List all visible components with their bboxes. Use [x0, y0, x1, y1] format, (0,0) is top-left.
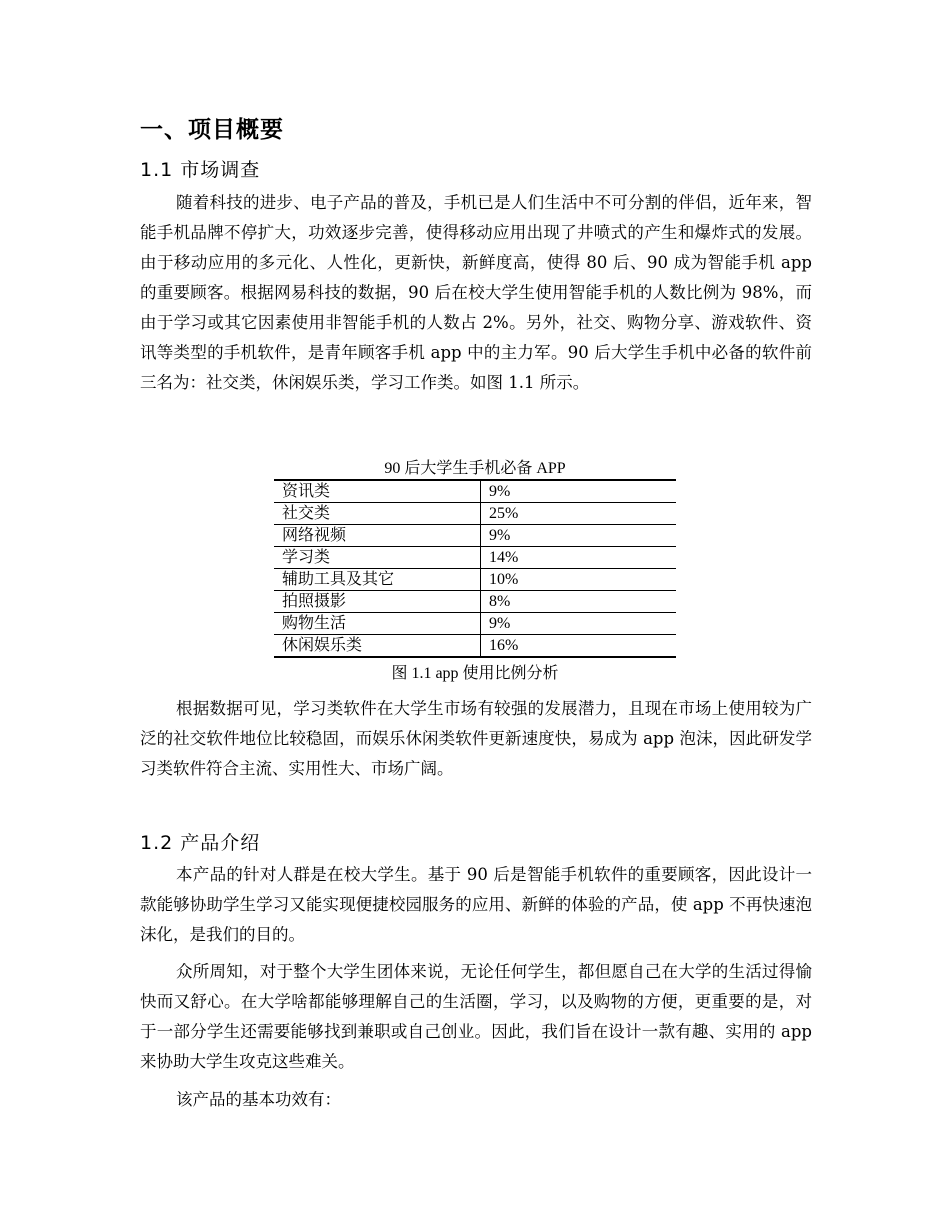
table-cell-percentage: 25%	[481, 503, 677, 525]
table-cell-percentage: 16%	[489, 637, 519, 654]
table-cell-percentage: 8%	[481, 591, 677, 613]
paragraph-product-target: 本产品的针对人群是在校大学生。基于 90 后是智能手机软件的重要顾客，因此设计一款能够协助学生学习又能实现便捷校园服务的应用、新鲜的体验的产品，使 app 不再快速泡沫化，是我们的目的。	[140, 865, 812, 944]
table-cell-category: 辅助工具及其它	[274, 569, 481, 591]
figure-caption: 图 1.1 app 使用比例分析	[391, 665, 559, 682]
section-heading: 一、项目概要	[140, 117, 284, 143]
table-cell-category: 资讯类	[274, 480, 481, 503]
table-cell-category: 网络视频	[274, 525, 481, 547]
subsection-heading-product: 1.2 产品介绍	[140, 832, 261, 854]
table-row	[274, 503, 676, 525]
table-cell-category: 购物生活	[274, 613, 481, 635]
subsection-heading-market: 1.1 市场调查	[140, 159, 261, 181]
table-cell-percentage: 9%	[481, 613, 677, 635]
table-row	[274, 480, 676, 503]
table-cell-category: 学习类	[274, 547, 481, 569]
paragraph-market-analysis: 根据数据可见，学习类软件在大学生市场有较强的发展潜力，且现在市场上使用较为广泛的社交软件地位比较稳固，而娱乐休闲类软件更新速度快，易成为 app 泡沫，因此研发学习类软件符合主流、实用性大、市场广阔。	[140, 699, 812, 778]
table-row	[274, 613, 676, 635]
table-cell-category: 社交类	[274, 503, 481, 525]
paragraph-product-functions: 该产品的基本功效有：	[176, 1090, 341, 1109]
table-row	[274, 635, 676, 658]
table-row	[274, 591, 676, 613]
paragraph-product-goal: 众所周知，对于整个大学生团体来说，无论任何学生，都但愿自己在大学的生活过得愉快而又舒心。在大学啥都能够理解自己的生活圈，学习，以及购物的方便，更重要的是，对于一部分学生还需要能够找到兼职或自己创业。因此，我们旨在设计一款有趣、实用的 app 来协助大学生攻克这些难关。	[140, 962, 812, 1071]
table-cell-category: 拍照摄影	[274, 591, 481, 613]
table-row	[274, 569, 676, 591]
app-usage-table	[274, 479, 676, 658]
table-cell-percentage: 9%	[481, 480, 677, 503]
table-title: 90 后大学生手机必备 APP	[384, 460, 566, 477]
table-cell-percentage: 9%	[481, 525, 677, 547]
table-cell-percentage: 14%	[481, 547, 677, 569]
table-cell-percentage: 10%	[481, 569, 677, 591]
table-cell-category: 休闲娱乐类	[274, 635, 481, 658]
paragraph-market-intro: 随着科技的进步、电子产品的普及，手机已是人们生活中不可分割的伴侣，近年来，智能手机品牌不停扩大，功效逐步完善，使得移动应用出现了井喷式的产生和爆炸式的发展。由于移动应用的多元化、人性化，更新快，新鲜度高，使得 80 后、90 成为智能手机 app 的重要顾客。根据网易科技的数据，90 后在校大学生使用智能手机的人数比例为 98%，而由于学习或其它因素使用非智能手机的人数占 2%。另外，社交、购物分享、游戏软件、资讯等类型的手机软件，是青年顾客手机 app 中的主力军。90 后大学生手机中必备的软件前三名为：社交类，休闲娱乐类，学习工作类。如图 1.1 所示。	[140, 193, 812, 392]
table-row	[274, 547, 676, 569]
table-row	[274, 525, 676, 547]
